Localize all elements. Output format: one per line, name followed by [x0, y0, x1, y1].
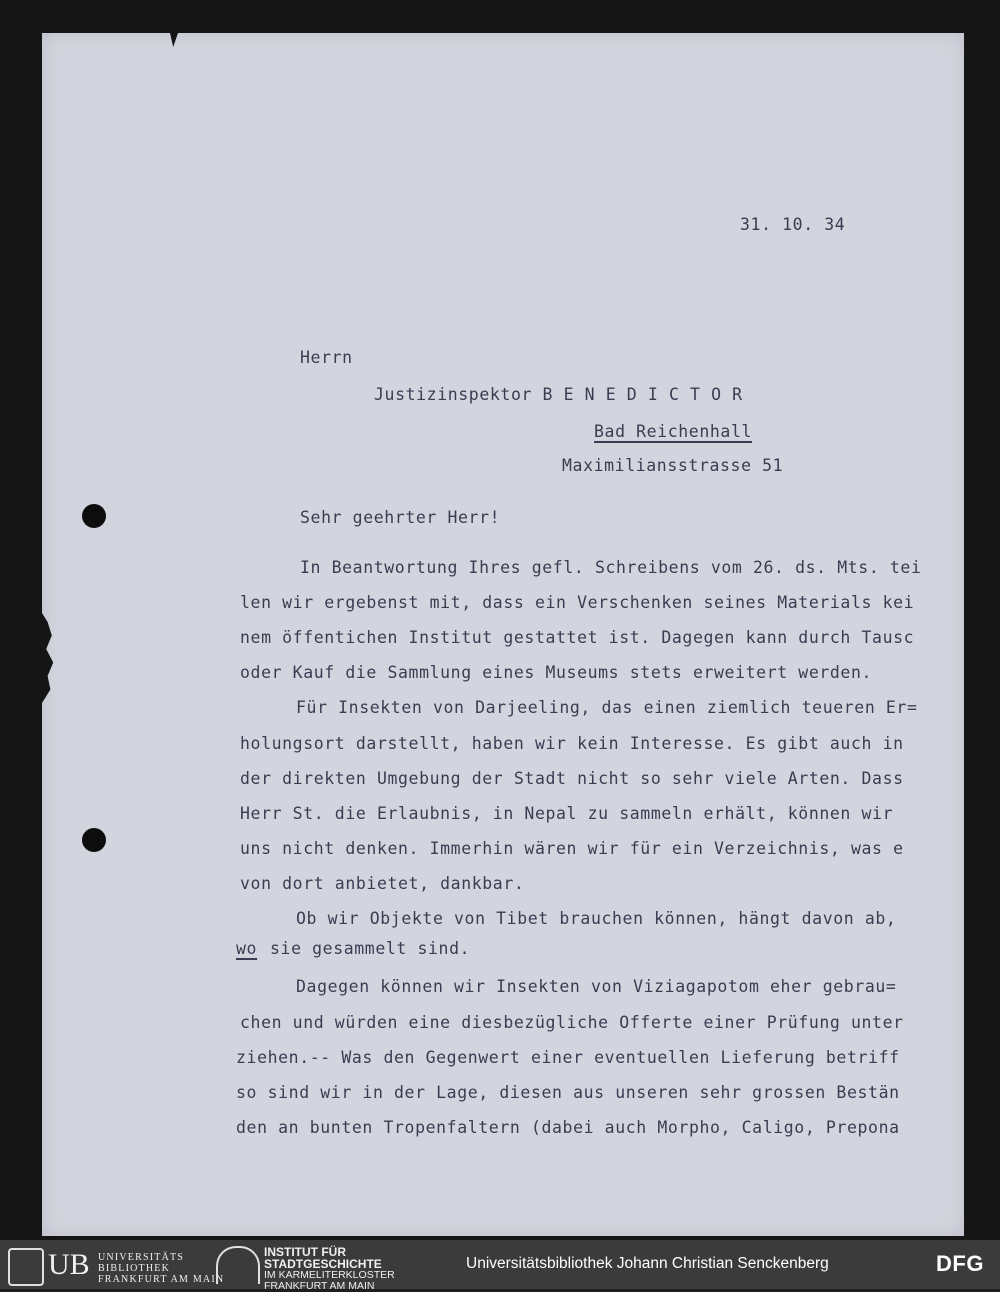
body-line: Ob wir Objekte von Tibet brauchen können, hängt davon ab,: [296, 909, 897, 928]
recipient-city: Bad Reichenhall: [594, 422, 753, 441]
ub-line-3: FRANKFURT AM MAIN: [98, 1274, 225, 1285]
body-line: Für Insekten von Darjeeling, das einen ziemlich teueren Er=: [296, 698, 918, 717]
body-line: von dort anbietet, dankbar.: [240, 874, 525, 893]
isg-line-3: IM KARMELITERKLOSTER: [264, 1269, 395, 1281]
greeting: Sehr geehrter Herr!: [300, 508, 501, 527]
body-line: oder Kauf die Sammlung eines Museums stets erweitert werden.: [240, 663, 873, 682]
isg-line-1: INSTITUT FÜR: [264, 1245, 346, 1259]
body-line: so sind wir in der Lage, diesen aus unseren sehr grossen Bestän: [236, 1083, 900, 1102]
body-line: len wir ergebenst mit, dass ein Verschenken seines Materials kei: [240, 593, 915, 612]
letter-page: [42, 33, 964, 1236]
recipient-street: Maximiliansstrasse 51: [562, 456, 784, 475]
salutation-to: Herrn: [300, 348, 353, 367]
body-line: chen und würden eine diesbezügliche Offerte einer Prüfung unter: [240, 1013, 904, 1032]
ub-logo-letters: UB: [48, 1248, 90, 1281]
torn-edge: [42, 613, 56, 703]
body-line: holungsort darstellt, haben wir kein Interesse. Es gibt auch in: [240, 734, 904, 753]
isg-logo-text: [264, 1246, 395, 1292]
paper-notch: [170, 33, 178, 47]
ub-line-1: UNIVERSITÄTS: [98, 1252, 185, 1263]
body-line: der direkten Umgebung der Stadt nicht so sehr viele Arten. Dass: [240, 769, 904, 788]
ub-logo-text: [98, 1252, 224, 1285]
ub-line-2: BIBLIOTHEK: [98, 1263, 170, 1274]
body-line: ziehen.-- Was den Gegenwert einer eventuellen Lieferung betriff: [236, 1048, 900, 1067]
isg-line-4: FRANKFURT AM MAIN: [264, 1280, 375, 1292]
body-line: den an bunten Tropenfaltern (dabei auch Morpho, Caligo, Prepona: [236, 1118, 900, 1137]
underlined-word: wo: [236, 939, 258, 958]
footer-bar: [0, 1240, 1000, 1292]
letter-date: 31. 10. 34: [740, 215, 846, 234]
punch-hole-top: [82, 504, 106, 528]
body-line: uns nicht denken. Immerhin wären wir für ein Verzeichnis, was e: [240, 839, 904, 858]
dfg-logo: DFG: [936, 1251, 984, 1276]
ub-seal-icon: [8, 1248, 44, 1286]
library-name: Universitätsbibliothek Johann Christian Senckenberg: [466, 1255, 829, 1272]
body-line: nem öffentichen Institut gestattet ist. Dagegen kann durch Tausc: [240, 628, 915, 647]
body-line: sie gesammelt sind.: [270, 939, 471, 958]
body-line: Herr St. die Erlaubnis, in Nepal zu sammeln erhält, können wir: [240, 804, 894, 823]
punch-hole-bottom: [82, 828, 106, 852]
body-line: Dagegen können wir Insekten von Viziagapotom eher gebrau=: [296, 977, 897, 996]
recipient-name: Justizinspektor B E N E D I C T O R: [374, 385, 743, 404]
isg-line-2: STADTGESCHICHTE: [264, 1257, 382, 1271]
body-line: In Beantwortung Ihres gefl. Schreibens vom 26. ds. Mts. tei: [300, 558, 922, 577]
isg-arch-icon: [216, 1246, 260, 1284]
